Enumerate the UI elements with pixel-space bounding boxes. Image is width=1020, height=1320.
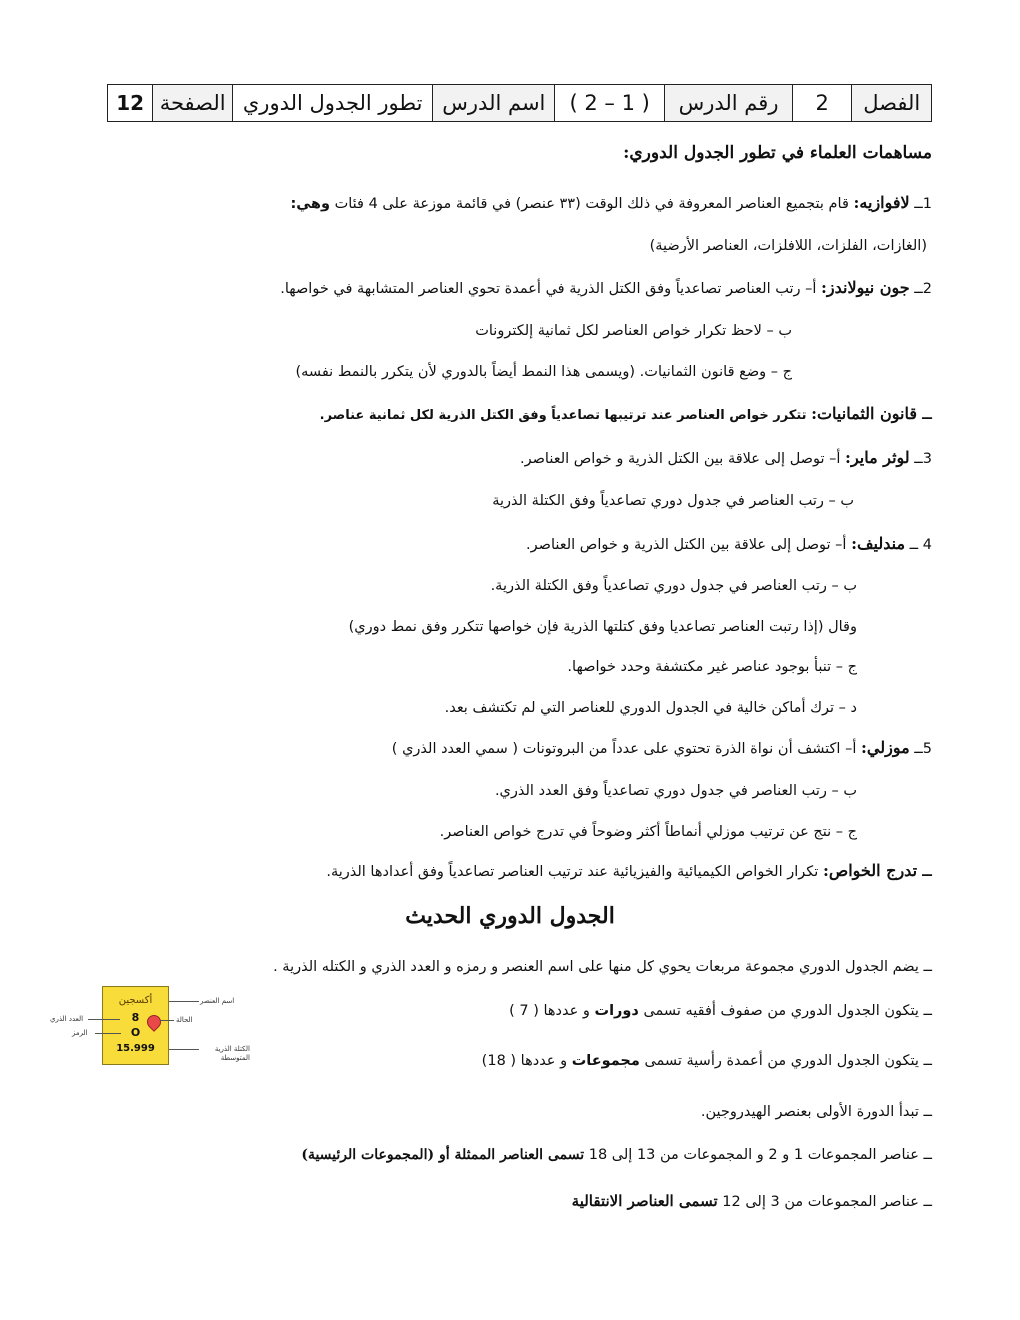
octaves-text: تتكرر خواص العناصر عند ترتيبها تصاعدياً وفق الكتل الذرية لكل ثمانية عناصر. [319, 408, 812, 423]
mendeleev-a: أ– توصل إلى علاقة بين الكتل الذرية و خواص العناصر. [526, 537, 852, 553]
modern-line-3-a: ــ يتكون الجدول الدوري من أعمدة رأسية تسمى [639, 1053, 932, 1069]
lesson-header-table [107, 84, 932, 122]
moseley-c: ج – نتج عن ترتيب موزلي أنماطاً أكثر وضوحاً في تدرج خواص العناصر. [439, 824, 857, 840]
modern-line-5-a: ــ عناصر المجموعات 1 و 2 و المجموعات من 13 إلى 18 [584, 1147, 932, 1163]
label-atomic-number: العدد الذري [50, 1015, 84, 1023]
mendeleev-line [526, 533, 932, 556]
element-atomic-mass: 15.999 [116, 1043, 155, 1054]
moseley-name: موزلي: [860, 738, 910, 757]
newlands-a: أ– رتب العناصر تصاعدياً وفق الكتل الذرية في أعمدة تحوي العناصر المتشابهة في خواصها. [280, 281, 822, 297]
label-state: الحالة [176, 1016, 193, 1024]
modern-line-5-term: تسمى العناصر الممثلة أو (المجموعات الرئيسية) [301, 1147, 585, 1163]
leader-line-state [160, 1020, 174, 1021]
newlands-b: ب – لاحظ تكرار خواص العناصر لكل ثمانية إلكترونات [475, 323, 792, 339]
page-label: الصفحة [153, 85, 233, 122]
chapter-label: الفصل [852, 85, 932, 122]
lavoisier-text: قام بتجميع العناصر المعروفة في ذلك الوقت (٣٣ عنصر) في قائمة موزعة على 4 فئات [329, 196, 854, 212]
element-symbol: O [130, 1026, 141, 1039]
modern-line-3-term: مجموعات [571, 1053, 640, 1069]
modern-line-6-a: ــ عناصر المجموعات من 3 إلى 12 [717, 1194, 932, 1210]
modern-line-2-a: ــ يتكون الجدول الدوري من صفوف أفقيه تسمى [638, 1003, 932, 1019]
modern-line-1: ــ يضم الجدول الدوري مجموعة مربعات يحوي كل منها على اسم العنصر و رمزه و العدد الذري و الكتله الذرية . [273, 959, 932, 975]
lesson-name-value: تطور الجدول الدوري [232, 85, 432, 122]
octaves-name: قانون الثمانيات: [811, 404, 918, 423]
moseley-prefix: 5ــ [909, 741, 932, 757]
leader-line-number [88, 1019, 120, 1020]
modern-line-2-c: و عددها ( 7 ) [509, 1003, 595, 1019]
gradation-text: تكرار الخواص الكيميائية والفيزيائية عند ترتيب العناصر تصاعدياً وفق أعدادها الذرية. [326, 864, 823, 880]
meyer-prefix: 3ــ [909, 451, 932, 467]
lesson-number-label: رقم الدرس [665, 85, 793, 122]
lavoisier-line [290, 192, 932, 215]
modern-table-title: الجدول الدوري الحديث [405, 903, 615, 929]
modern-line-4: ــ تبدأ الدورة الأولى بعنصر الهيدروجين. [700, 1104, 932, 1120]
mendeleev-d: د – ترك أماكن خالية في الجدول الدوري للعناصر التي لم تكتشف بعد. [444, 700, 857, 716]
label-symbol: الرمز [72, 1029, 88, 1037]
moseley-a: أ– اكتشف أن نواة الذرة تحتوي على عدداً من البروتونات ( سمي العدد الذري ) [391, 741, 861, 757]
label-element-name: اسم العنصر [200, 997, 235, 1005]
lesson-number-value: ( 1 – 2 ) [555, 85, 665, 122]
lavoisier-tail: وهي: [290, 196, 330, 212]
mendeleev-name: مندليف: [851, 534, 906, 553]
moseley-line [392, 737, 932, 760]
newlands-line [280, 277, 932, 300]
leader-line-symbol [95, 1033, 121, 1034]
page-number: 12 [108, 85, 153, 122]
modern-line-5 [301, 1144, 932, 1166]
modern-line-2 [509, 1000, 932, 1022]
mendeleev-b: ب – رتب العناصر في جدول دوري تصاعدياً وفق الكتلة الذرية. [490, 578, 857, 594]
gradation-prefix: ــ [917, 864, 932, 880]
octaves-line [320, 403, 932, 427]
element-name: أكسجين [118, 995, 153, 1006]
meyer-name: لوثر ماير: [845, 448, 910, 467]
label-atomic-mass: الكتلة الذرية المتوسطة [214, 1045, 250, 1062]
modern-line-3-c: و عددها ( 18) [481, 1053, 572, 1069]
lavoisier-prefix: 1ــ [909, 196, 932, 212]
section-heading: مساهمات العلماء في تطور الجدول الدوري: [623, 143, 932, 163]
gradation-line [326, 860, 932, 883]
newlands-prefix: 2ــ [909, 281, 932, 297]
leader-line-mass [169, 1049, 199, 1050]
lavoisier-name: لافوازيه: [853, 193, 910, 212]
element-atomic-number: 8 [131, 1011, 140, 1024]
moseley-b: ب – رتب العناصر في جدول دوري تصاعدياً وفق العدد الذري. [494, 783, 857, 799]
gradation-name: تدرج الخواص: [822, 861, 918, 880]
mendeleev-prefix: 4 ــ [905, 537, 932, 553]
modern-line-2-term: دورات [594, 1003, 639, 1019]
newlands-name: جون نيولاندز: [821, 278, 910, 297]
lesson-name-label: اسم الدرس [433, 85, 555, 122]
mendeleev-c: ج – تنبأ بوجود عناصر غير مكتشفة وحدد خواصها. [567, 659, 857, 675]
leader-line-name [169, 1001, 199, 1002]
chapter-value: 2 [793, 85, 852, 122]
lavoisier-categories: (الغازات، الفلزات، اللافلزات، العناصر الأرضية) [649, 238, 927, 254]
newlands-c: ج – وضع قانون الثمانيات. (ويسمى هذا النمط أيضاً بالدوري لأن يتكرر بالنمط نفسه) [295, 364, 792, 380]
modern-line-6 [572, 1190, 932, 1213]
octaves-prefix: ــ [917, 407, 932, 423]
meyer-b: ب – رتب العناصر في جدول دوري تصاعدياً وفق الكتلة الذرية [492, 493, 854, 509]
meyer-a: أ– توصل إلى علاقة بين الكتل الذرية و خواص العناصر. [519, 451, 846, 467]
mendeleev-quote: وقال (إذا رتبت العناصر تصاعديا وفق كتلتها الذرية فإن خواصها تتكرر وفق نمط دوري) [348, 619, 857, 635]
modern-line-3 [482, 1050, 932, 1072]
modern-line-6-term: تسمى العناصر الانتقالية [571, 1192, 718, 1210]
meyer-line [520, 447, 932, 470]
